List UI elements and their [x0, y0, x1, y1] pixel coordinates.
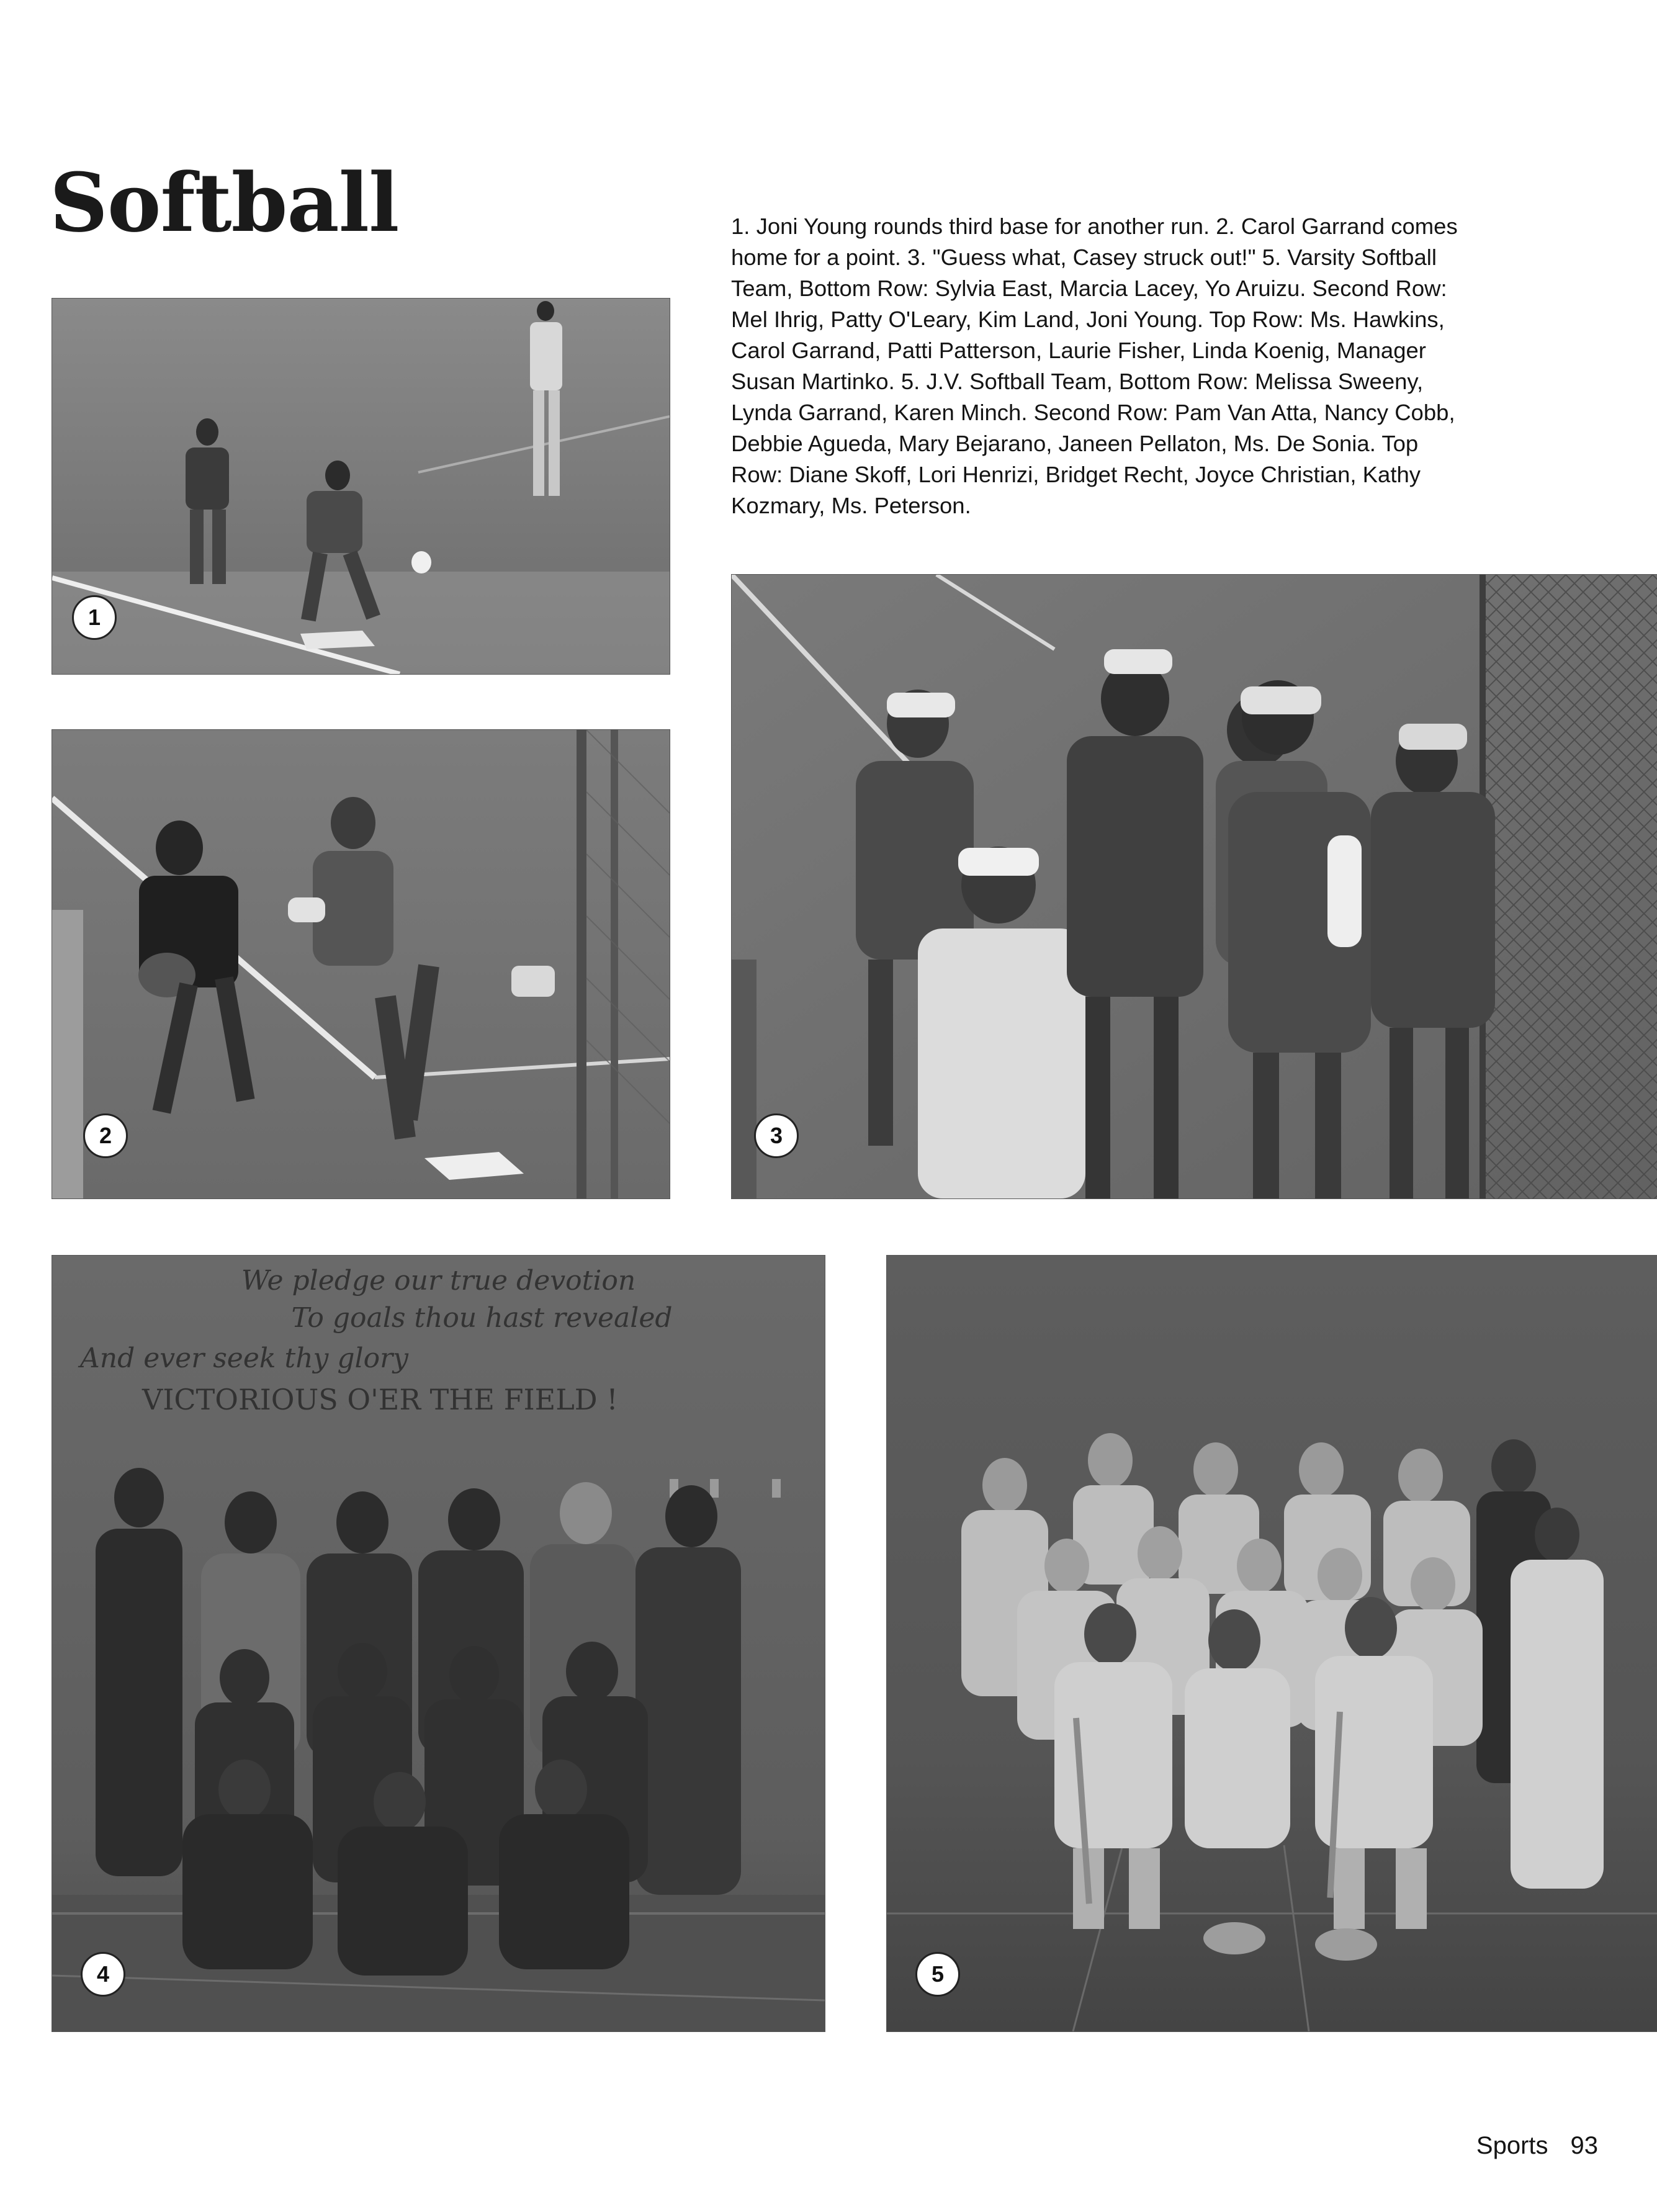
section-name: Sports — [1476, 2132, 1548, 2159]
photo-number-badge: 3 — [754, 1113, 799, 1158]
page-footer — [1476, 2132, 1598, 2160]
photo-5 — [886, 1255, 1657, 2032]
page-number: 93 — [1570, 2132, 1598, 2159]
photo-number-badge: 4 — [81, 1952, 125, 1997]
wall-inscription-line-2: To goals thou hast revealed — [291, 1302, 673, 1334]
photo-3 — [731, 574, 1657, 1199]
page-title: Softball — [50, 155, 399, 250]
photo-number-badge: 1 — [72, 595, 117, 640]
photo-1-image — [52, 299, 670, 674]
photo-caption: 1. Joni Young rounds third base for another run. 2. Carol Garrand comes home for a point. 3. "Guess what, Casey struck out!" 5. Varsity Softball Team, Bottom Row: Sylvia East, Marcia Lacey, Yo Aruizu. Second Row: Mel Ihrig, Patty O'Leary, Kim Land, Joni Young. Top Row: Ms. Hawkins, Carol Garrand, Patti Patterson, Laurie Fisher, Linda Koenig, Manager Susan Martinko. 5. J.V. Softball Team, Bottom Row: Melissa Sweeny, Lynda Garrand, Karen Minch. Second Row: Pam Van Atta, Nancy Cobb, Debbie Agueda, Mary Bejarano, Janeen Pellaton, Ms. De Sonia. Top Row: Diane Skoff, Lori Henrizi, Bridget Recht, Joyce Christian, Kathy Kozmary, Ms. Peterson. — [731, 214, 1458, 518]
photo-2 — [52, 729, 670, 1199]
photo-5-image — [887, 1256, 1657, 2031]
photo-number-badge: 2 — [83, 1113, 128, 1158]
wall-inscription-line-3: And ever seek thy glory — [80, 1342, 409, 1374]
photo-4 — [52, 1255, 825, 2032]
photo-2-image — [52, 730, 670, 1198]
photo-number-badge: 5 — [915, 1952, 960, 1997]
photo-1 — [52, 298, 670, 675]
wall-inscription-line-1: We pledge our true devotion — [241, 1265, 636, 1297]
wall-inscription-line-4: VICTORIOUS O'ER THE FIELD ! — [142, 1383, 618, 1416]
photo-3-image — [732, 575, 1657, 1198]
